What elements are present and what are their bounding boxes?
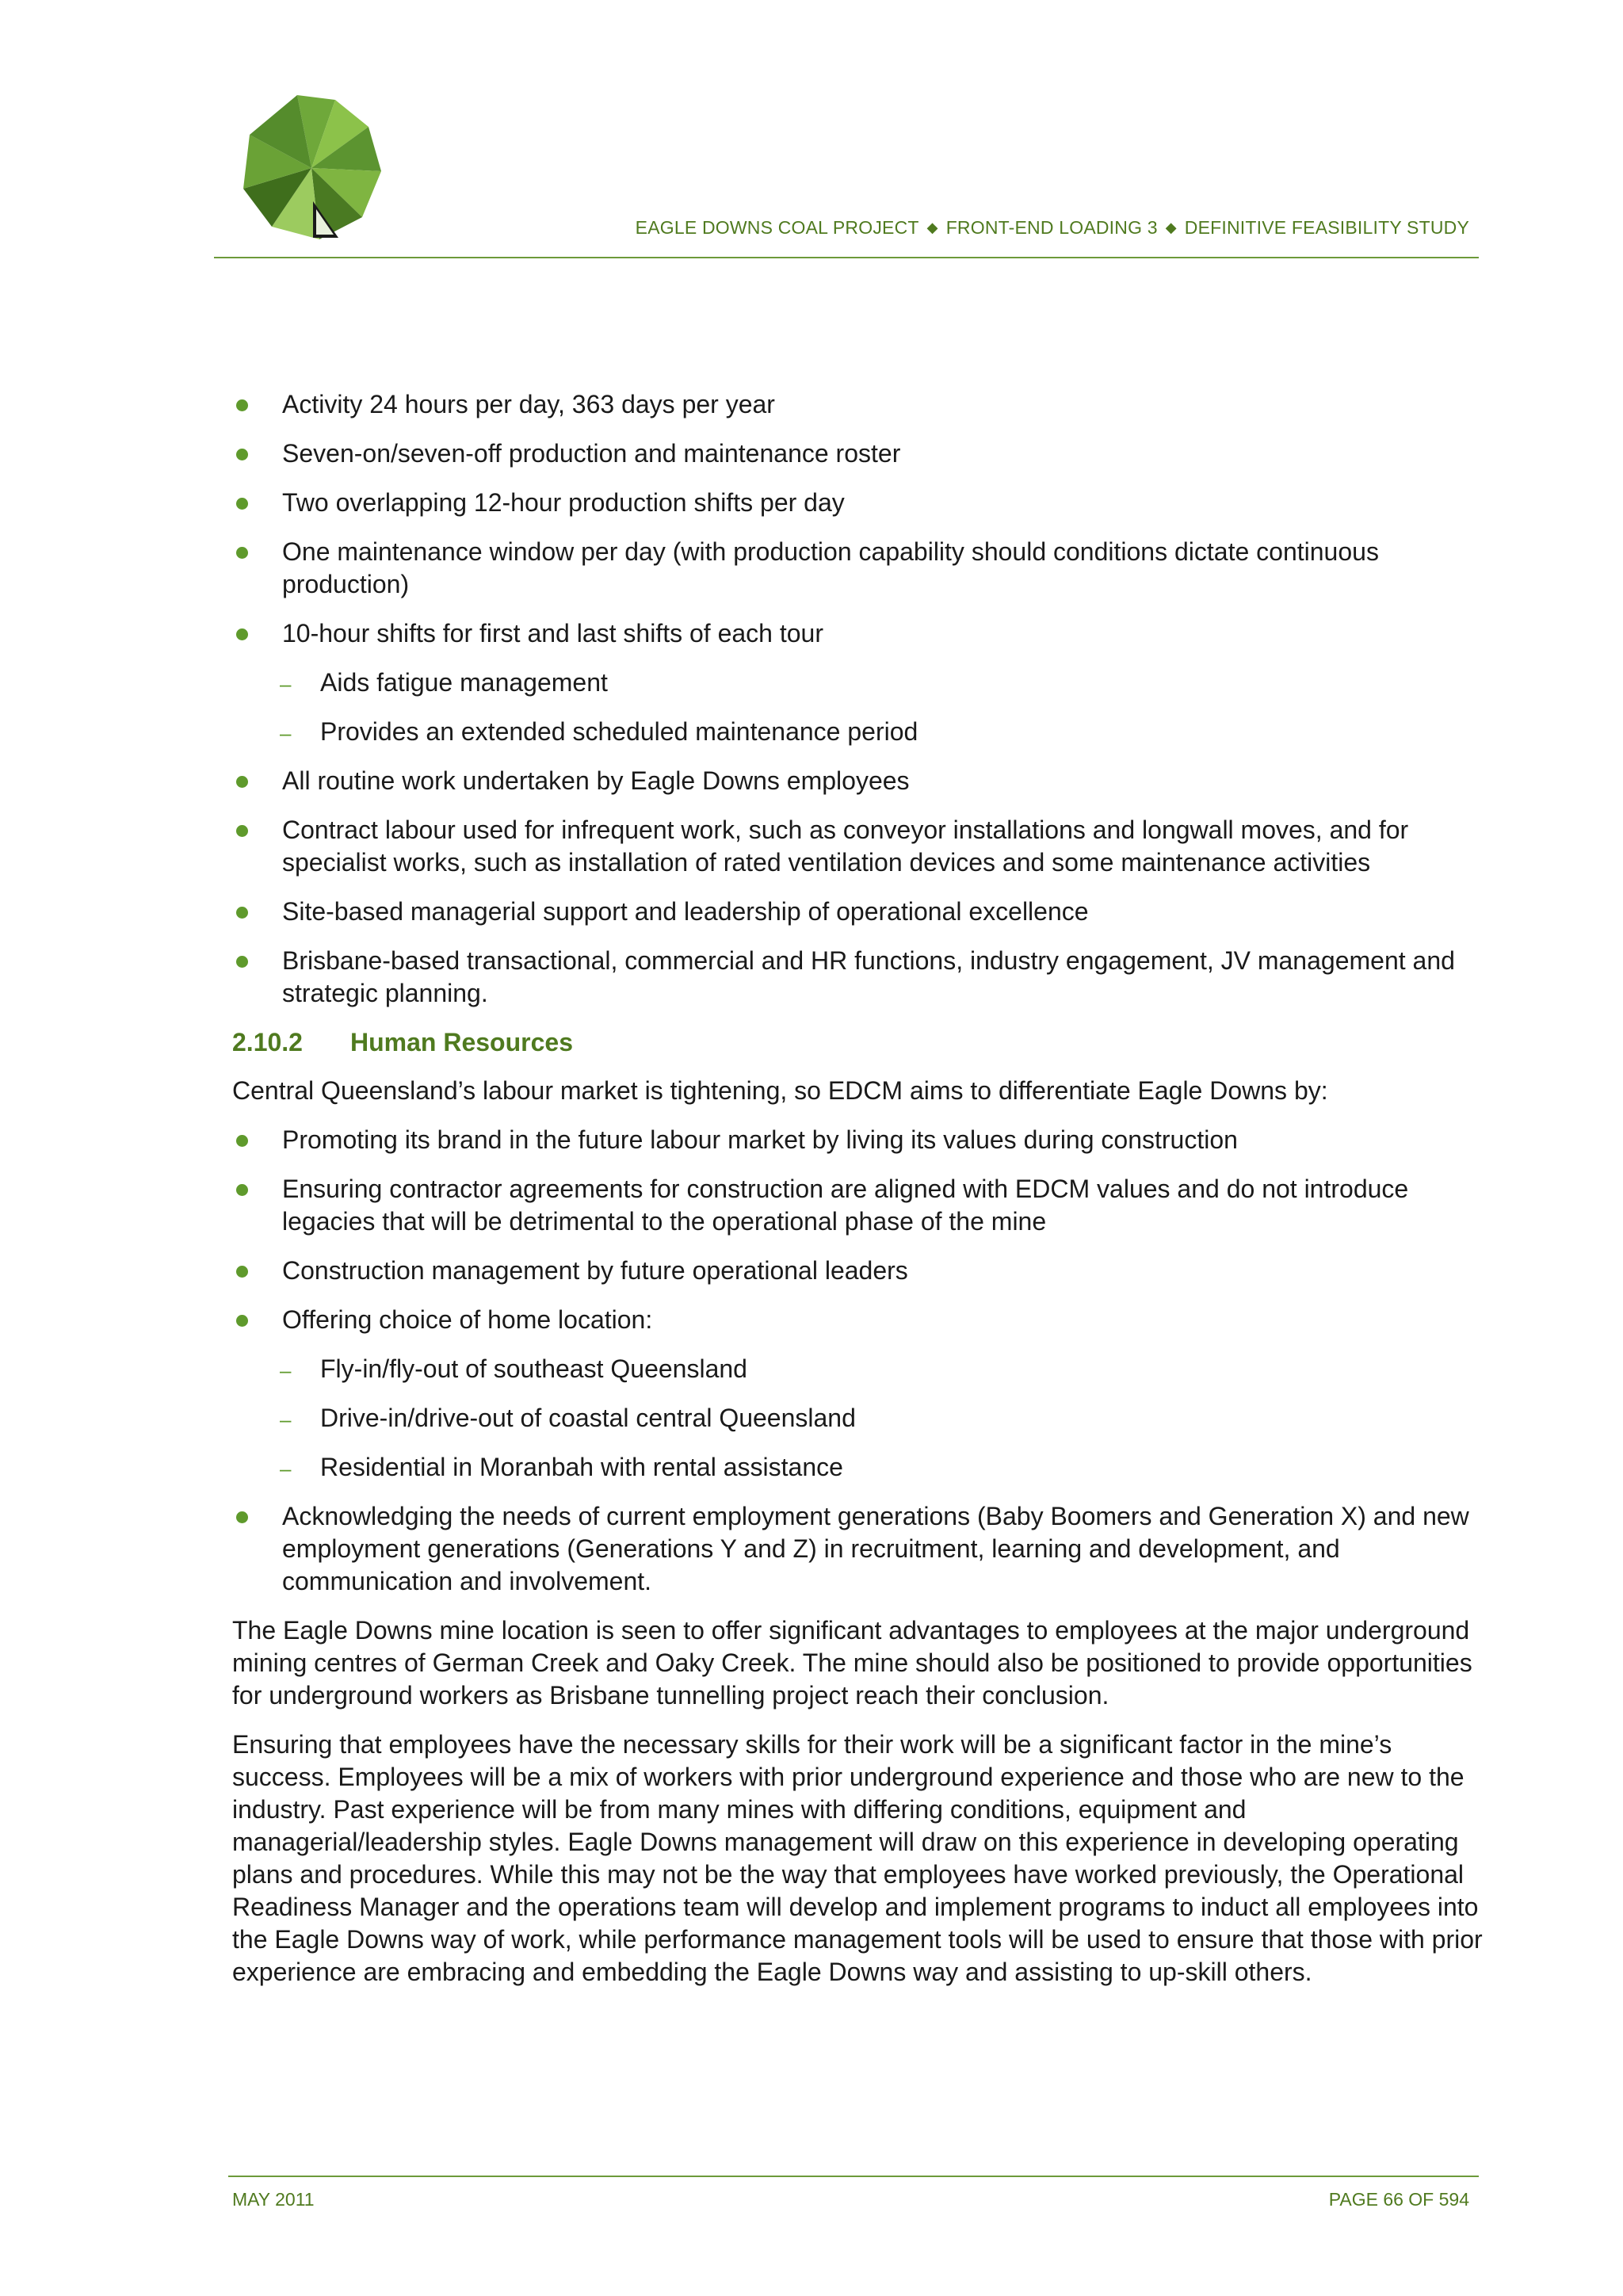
list-item: Contract labour used for infrequent work, such as conveyor installations and longwall moves, and for specialist works, such as installation of rated ventilation devices and some maintenance activities <box>232 814 1484 879</box>
footer-page-number: PAGE 66 OF 594 <box>1328 2189 1469 2210</box>
header-phase: FRONT-END LOADING 3 <box>945 217 1158 238</box>
sub-list-item: – Aids fatigue management <box>232 667 1484 699</box>
document-header <box>636 217 1469 239</box>
sub-list-item: – Drive-in/drive-out of coastal central Queensland <box>232 1402 1484 1435</box>
sub-list-item: – Provides an extended scheduled maintenance period <box>232 716 1484 748</box>
list-item: Two overlapping 12-hour production shifts per day <box>232 487 1484 519</box>
intro-paragraph: Central Queensland’s labour market is tightening, so EDCM aims to differentiate Eagle Downs by: <box>232 1076 1328 1105</box>
footer-divider <box>228 2176 1479 2177</box>
list-item: Site-based managerial support and leadership of operational excellence <box>232 896 1484 928</box>
header-study: DEFINITIVE FEASIBILITY STUDY <box>1184 217 1469 238</box>
list-item: All routine work undertaken by Eagle Downs employees <box>232 765 1484 797</box>
header-divider <box>214 257 1479 258</box>
list-item: Promoting its brand in the future labour market by living its values during construction <box>232 1124 1484 1156</box>
header-separator-icon: ◆ <box>1165 220 1177 235</box>
list-item: Ensuring contractor agreements for construction are aligned with EDCM values and do not introduce legacies that will be detrimental to the operational phase of the mine <box>232 1173 1484 1238</box>
section-heading <box>232 1026 1484 1059</box>
body-paragraph: The Eagle Downs mine location is seen to offer significant advantages to employees at the major underground mining centres of German Creek and Oaky Creek. The mine should also be positioned to provide opportunities for underground workers as Brisbane tunnelling project reach their conclusion. <box>232 1616 1472 1710</box>
list-item: Offering choice of home location: <box>232 1304 1484 1336</box>
list-item: Acknowledging the needs of current employment generations (Baby Boomers and Generation X) and new employment generations (Generations Y and Z) in recruitment, learning and development, and communication and involvement. <box>232 1500 1484 1598</box>
page-body <box>232 388 1484 2005</box>
list-item: Brisbane-based transactional, commercial and HR functions, industry engagement, JV management and strategic planning. <box>232 945 1484 1010</box>
list-item: One maintenance window per day (with production capability should conditions dictate continuous production) <box>232 536 1484 601</box>
hr-list <box>232 1124 1484 1598</box>
footer-date: MAY 2011 <box>232 2189 315 2210</box>
company-logo-icon <box>228 89 395 247</box>
section-number: 2.10.2 <box>232 1028 303 1056</box>
body-paragraph: Ensuring that employees have the necessary skills for their work will be a significant factor in the mine’s success. Employees will be a mix of workers with prior underground experience and those who are new to the industry. Past experience will be from many mines with differing conditions, equipment and managerial/leadership styles. Eagle Downs management will draw on this experience in developing operating plans and procedures. While this may not be the way that employees have worked previously, the Operational Readiness Manager and the operations team will develop and implement programs to induct all employees into the Eagle Downs way of work, while performance management tools will be used to ensure that those with prior experience are embracing and embedding the Eagle Downs way and assisting to up-skill others. <box>232 1730 1483 1986</box>
list-item: 10-hour shifts for first and last shifts of each tour <box>232 617 1484 650</box>
list-item: Activity 24 hours per day, 363 days per year <box>232 388 1484 421</box>
list-item: Seven-on/seven-off production and maintenance roster <box>232 437 1484 470</box>
section-title: Human Resources <box>350 1028 573 1056</box>
sub-list-item: – Residential in Moranbah with rental assistance <box>232 1451 1484 1484</box>
operations-list <box>232 388 1484 1010</box>
header-project: EAGLE DOWNS COAL PROJECT <box>635 217 919 238</box>
sub-list-item: – Fly-in/fly-out of southeast Queensland <box>232 1353 1484 1385</box>
list-item: Construction management by future operational leaders <box>232 1255 1484 1287</box>
header-separator-icon: ◆ <box>926 220 938 235</box>
